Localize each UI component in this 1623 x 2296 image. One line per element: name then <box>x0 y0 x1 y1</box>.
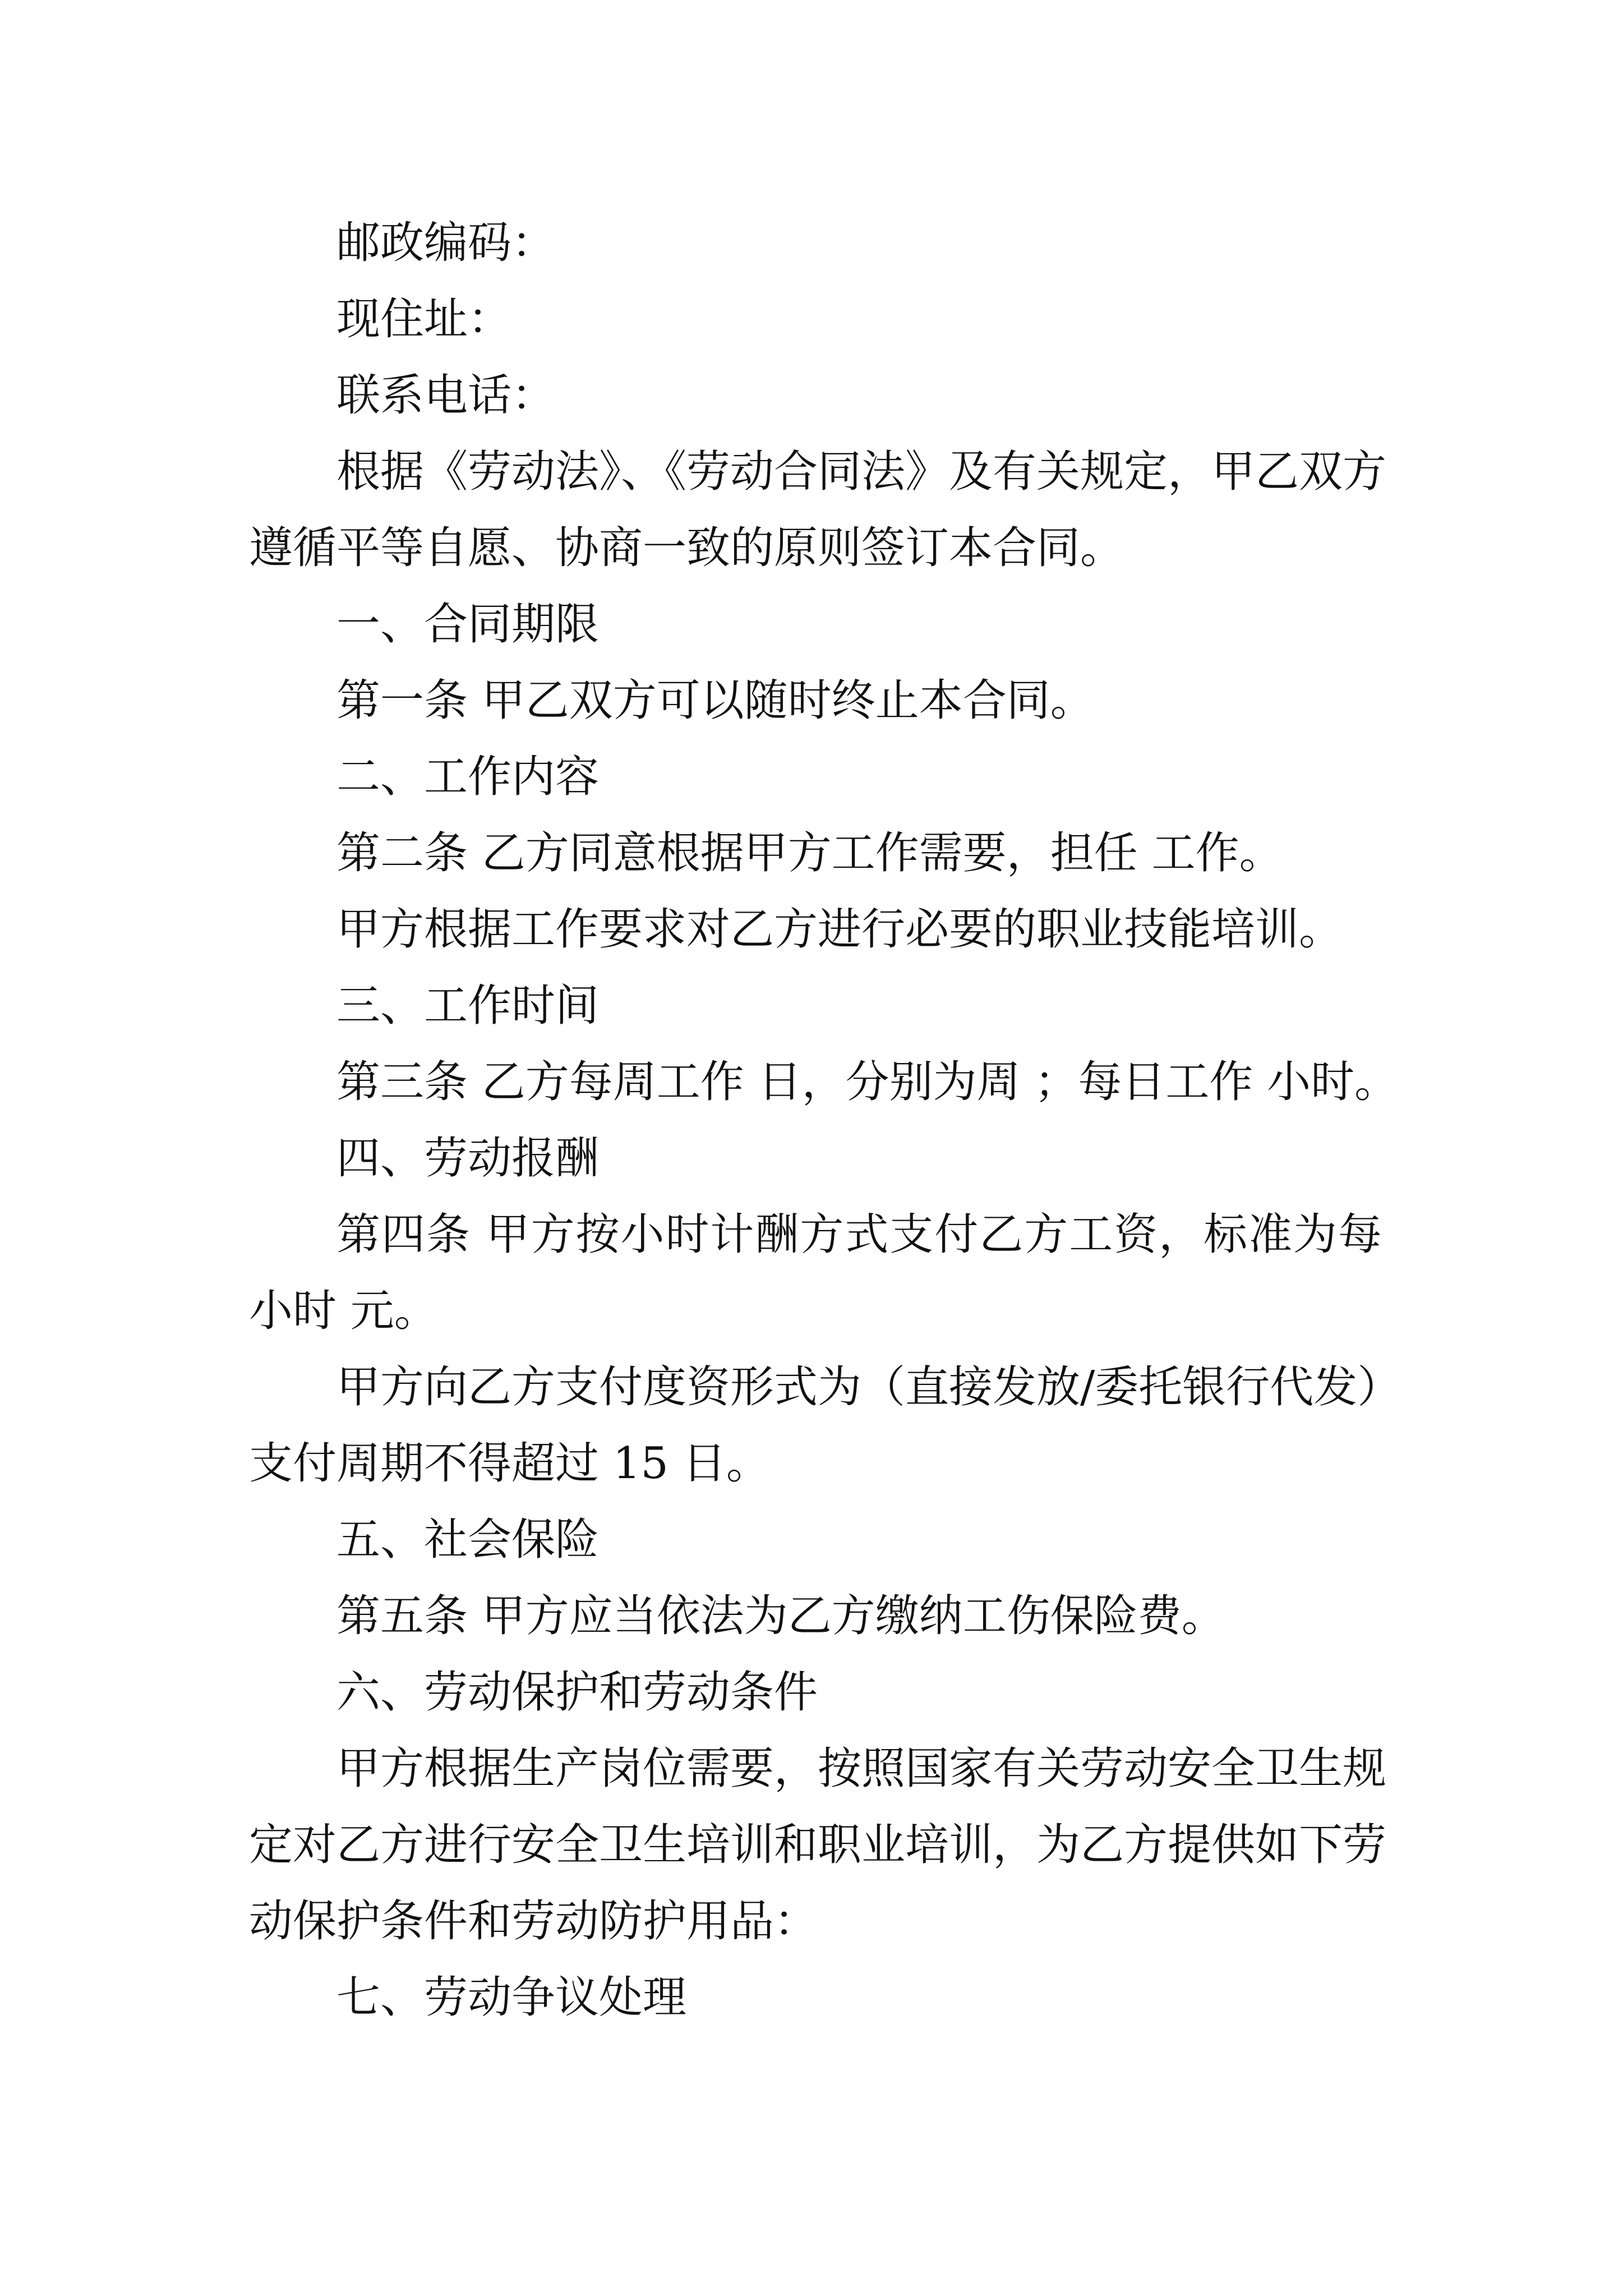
article-4-line-1: 第四条 甲方按小时计酬方式支付乙方工资，标准为每 <box>336 1209 1382 1260</box>
section-6-line-1: 甲方根据生产岗位需要，按照国家有关劳动安全卫生规 <box>336 1743 1387 1794</box>
payment-line-1: 甲方向乙方支付度资形式为（直接发放/委托银行代发） <box>336 1362 1401 1412</box>
article-4-line-2: 小时 元。 <box>249 1286 438 1336</box>
preamble-paragraph <box>249 434 1387 586</box>
section-6-line-2: 定对乙方进行安全卫生培训和职业培训，为乙方提供如下劳 <box>249 1820 1387 1870</box>
article-5: 第五条 甲方应当依法为乙方缴纳工伤保险费。 <box>336 1591 1225 1641</box>
section-7-heading: 七、劳动争议处理 <box>336 1972 687 2023</box>
section-4-heading: 四、劳动报酬 <box>336 1133 600 1184</box>
section-6-heading: 六、劳动保护和劳动条件 <box>336 1667 818 1718</box>
training-paragraph: 甲方根据工作要求对乙方进行必要的职业技能培训。 <box>336 904 1343 955</box>
preamble-line-1: 根据《劳动法》、《劳动合同法》及有关规定，甲乙双方 <box>336 447 1387 497</box>
section-6-line-3: 动保护条件和劳动防护用品： <box>249 1896 818 1947</box>
article-4 <box>249 1197 1382 1349</box>
section-3-heading: 三、工作时间 <box>336 981 600 1031</box>
contract-text <box>249 205 1401 2036</box>
payment-line-2: 支付周期不得超过 15 日。 <box>249 1438 770 1489</box>
postal-code-line: 邮政编码： <box>336 218 556 268</box>
section-2-heading: 二、工作内容 <box>336 752 600 802</box>
article-1: 第一条 甲乙双方可以随时终止本合同。 <box>336 675 1094 726</box>
article-3: 第三条 乙方每周工作 日，分别为周 ；每日工作 小时。 <box>336 1057 1399 1107</box>
section-5-heading: 五、社会保险 <box>336 1515 600 1565</box>
section-1-heading: 一、合同期限 <box>336 599 600 650</box>
phone-line: 联系电话： <box>336 370 556 421</box>
preamble-line-2: 遵循平等自愿、协商一致的原则签订本合同。 <box>249 523 1124 573</box>
section-6-body <box>249 1731 1387 1959</box>
article-2: 第二条 乙方同意根据甲方工作需要，担任 工作。 <box>336 828 1283 878</box>
current-address-line: 现住址： <box>336 294 512 344</box>
payment-paragraph <box>249 1349 1401 1502</box>
